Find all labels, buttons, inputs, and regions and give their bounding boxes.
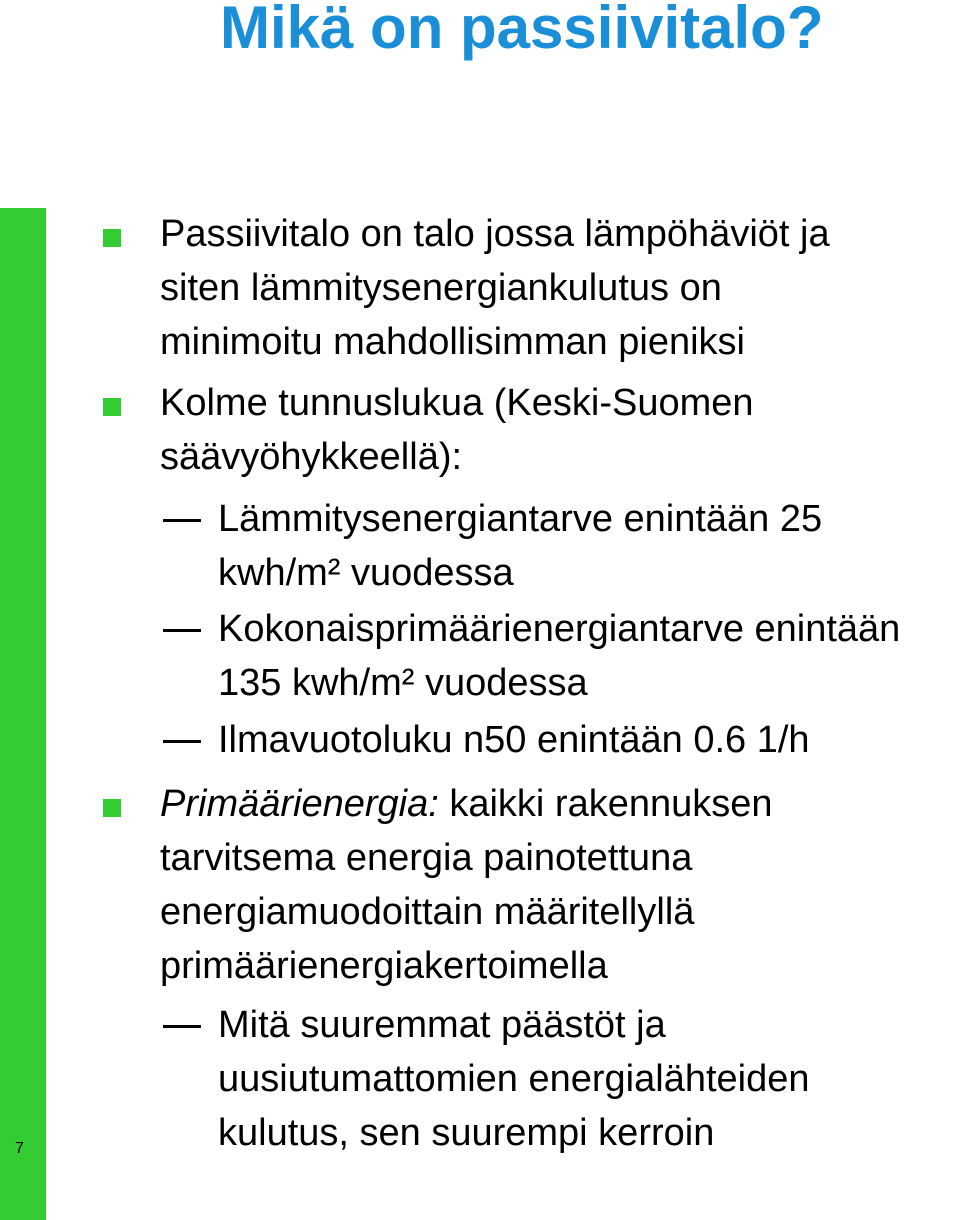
text-line-rest: kaikki rakennuksen (449, 783, 773, 825)
text-line: Kokonaisprimäärienergiantarve enintään (218, 608, 901, 650)
text-line: säävyöhykkeellä): (160, 436, 463, 478)
dash-icon (163, 1025, 201, 1028)
green-side-bar (0, 208, 46, 1220)
bullet-square-icon (103, 229, 121, 247)
text-line: tarvitsema energia painotettuna (160, 837, 693, 879)
text-line: minimoitu mahdollisimman pieniksi (160, 321, 745, 363)
italic-term: Primäärienergia: (160, 783, 439, 825)
text-line: Kolme tunnuslukua (Keski-Suomen (160, 382, 754, 424)
text-line: kulutus, sen suurempi kerroin (218, 1112, 715, 1154)
text-line: primäärienergiakertoimella (160, 945, 608, 987)
text-line (160, 777, 950, 831)
sub-bullet-ilmavuotoluku (218, 713, 953, 767)
text-line: 135 kwh/m² vuodessa (218, 662, 588, 704)
text-line: Ilmavuotoluku n50 enintään 0.6 1/h (218, 719, 810, 761)
bullet-square-icon (103, 398, 121, 416)
bullet-text-tunnusluvut (160, 376, 950, 484)
sub-bullet-kokonaisprimaarienergiantarve (218, 602, 953, 710)
dash-icon (163, 740, 201, 743)
dash-icon (163, 519, 201, 522)
text-line: siten lämmitysenergiankulutus on (160, 267, 722, 309)
sub-bullet-lammitysenergiantarve (218, 492, 953, 600)
slide-title: Mikä on passiivitalo? (220, 0, 824, 61)
dash-icon (163, 629, 201, 632)
slide-number: 7 (15, 1140, 24, 1157)
text-line: Mitä suuremmat päästöt ja (218, 1004, 666, 1046)
text-line: energiamuodoittain määritellyllä (160, 891, 695, 933)
bullet-text-passiivitalo (160, 207, 950, 369)
text-line: Passiivitalo on talo jossa lämpöhäviöt ja (160, 213, 830, 255)
text-line: Lämmitysenergiantarve enintään 25 (218, 498, 823, 540)
text-line: kwh/m² vuodessa (218, 552, 514, 594)
bullet-text-primaarienergia (160, 777, 950, 993)
text-line: uusiutumattomien energialähteiden (218, 1058, 810, 1100)
bullet-square-icon (103, 799, 121, 817)
sub-bullet-kerroin (218, 998, 953, 1160)
